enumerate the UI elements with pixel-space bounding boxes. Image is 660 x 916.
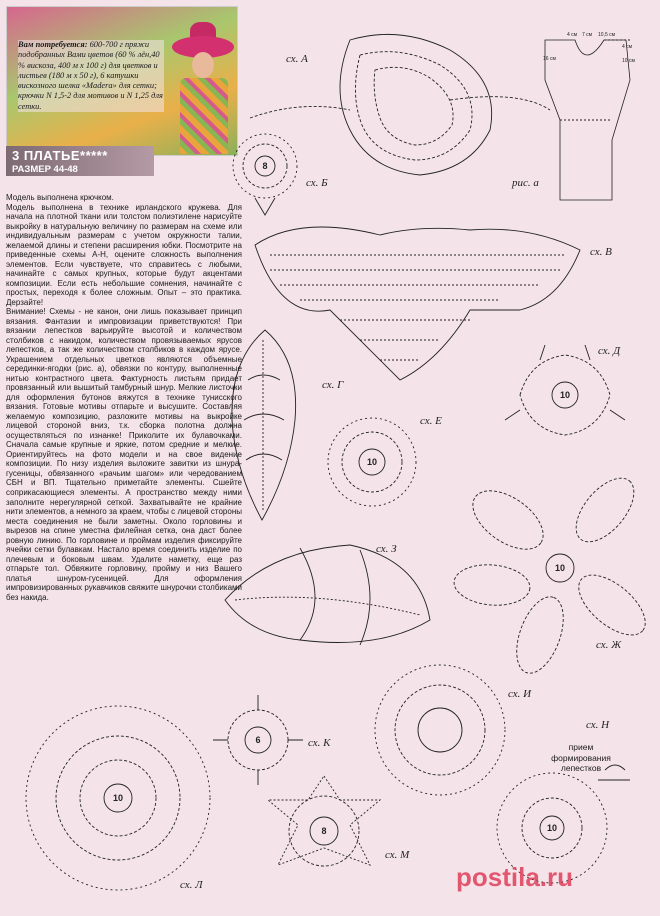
materials-intro: Вам потребуется:	[18, 40, 88, 49]
paragraph-2: Модель выполнена в технике ирландского кружева. Для начала на плотной ткани или толстом полиэтилене нарисуйте выкройку в натуральную величину по размерам на схеме или индивидуальным размерам с учетом окружности талии, желаемой длины и степени расширения юбки. Посмотрите на приведенные схемы А-Н, оцените сложность выполнения элементов. Если чувствуете, что справитесь с любыми, начинайте с самых крупных, которые будут акцентами композиции. Если есть небольшие сомнения, начинайте с простых, переходя к более сложным. Опыт – это практика. Дерзайте!	[6, 202, 242, 307]
label-n: сх. Н	[586, 719, 610, 731]
label-b: сх. Б	[306, 177, 328, 189]
label-k: сх. К	[308, 737, 331, 749]
howto-caption: прием формирования лепестков	[551, 742, 611, 774]
num-d: 10	[559, 390, 571, 400]
dim-1: 4 см	[567, 32, 578, 38]
label-v: сх. В	[590, 246, 612, 258]
label-d: сх. Д	[598, 345, 621, 357]
num-l: 10	[112, 793, 124, 803]
num-zh: 10	[554, 563, 566, 573]
motif-g	[232, 330, 296, 520]
motif-z	[225, 545, 430, 645]
label-z: сх. З	[376, 543, 397, 555]
num-m: 8	[321, 826, 327, 836]
label-a: сх. А	[286, 53, 308, 65]
watermark: postila.ru	[456, 862, 574, 892]
label-g: сх. Г	[322, 379, 344, 391]
pattern-sketch	[545, 40, 630, 200]
label-i: сх. И	[508, 688, 532, 700]
materials-body: 600-700 г пряжи подобранных Вами цветов (60 % лён,40 % вискоза, 400 м х 100 г) для цветков и листьев (180 м х 50 г), 6 катушки вискозного шелка «Madera» для сетки; крючки N 1,5-2 для мотивов и N 1,25 для сетки.	[18, 40, 163, 111]
motif-v	[255, 227, 580, 380]
num-n: 10	[546, 823, 558, 833]
label-m: сх. М	[385, 849, 410, 861]
label-ris: рис. а	[512, 177, 539, 189]
motif-m	[268, 776, 380, 866]
label-l: сх. Л	[180, 879, 203, 891]
dim-5: 10 см	[622, 58, 635, 64]
dim-4: 4 см	[622, 44, 633, 50]
motif-b	[233, 134, 297, 215]
label-zh: сх. Ж	[596, 639, 622, 651]
paragraph-3: Внимание! Схемы - не канон, они лишь показывает принцип вязания. Фантазии и импровизации приветствуются! При вязании лепестков варьируйте высотой и количеством столбиков с накидом, количеством провязываемых ярусов лепестков, а так же количеством столбиков в каждом ярусе. Украшением отдельных цветков являются объемные серединки-ягодки (рис. а), обвязки по контуру, выполненные нитью контрастного цвета. Фактурность листьям придает провязанный или вышитый тамбурный шнур. Мелкие листочки для оформления бутонов вяжутся в технике тунисского вязания. Готовые мотивы отпарьте и высушите. Составляя желаемую композицию, разложите мотивы на выкройке лицевой стороной вниз, т.к. сборка полотна должна осуществляться по изнанке! Приколите их булавочками. Сначала самые крупные и яркие, потом средние и мелкие. Ориентируйтесь на фото модели и на свое видение композиции. По низу изделия выложите завитки из шнура-гусеницы, обвязанного «рачьим шагом» или чередованием СБН и ВП. Тщательно приметайте элементы. Сшейте соприкасающиеся элементы. А пространство между ними заполните нерегулярной сеткой. Захватывайте не крайние нити элементов, а немного за краем, чтобы с лицевой стороны места соединения не были заметны. Около горловины и вырезов на спине уместна филейная сетка, она даст более ровную линию. По горловине и проймам изделия фиксируйте ячейки сетки булавкам. Настало время соединить изделие по плечевым и боковым швам. Удалите наметку, еще раз отпарьте тол. Обвяжите горловину, пройму и низ Вашего платья шнуром-гусеницей. Для оформления импровизированных рукавчиков свяжите шнурочки столбиками без накида.	[6, 307, 242, 602]
label-e: сх. Е	[420, 415, 442, 427]
motif-i	[375, 665, 505, 795]
dim-6: 16 см	[543, 56, 556, 62]
paragraph-1: Модель выполнена крючком.	[6, 193, 114, 202]
size-label: РАЗМЕР 44-48	[12, 164, 78, 175]
num-b: 8	[262, 161, 268, 171]
page-title: 3 ПЛАТЬЕ*****	[12, 148, 108, 163]
dim-3: 10,5 см	[598, 32, 616, 38]
dim-2: 7 см	[582, 32, 593, 38]
num-e: 10	[366, 457, 378, 467]
num-k: 6	[255, 735, 261, 745]
motif-zh	[452, 468, 655, 679]
